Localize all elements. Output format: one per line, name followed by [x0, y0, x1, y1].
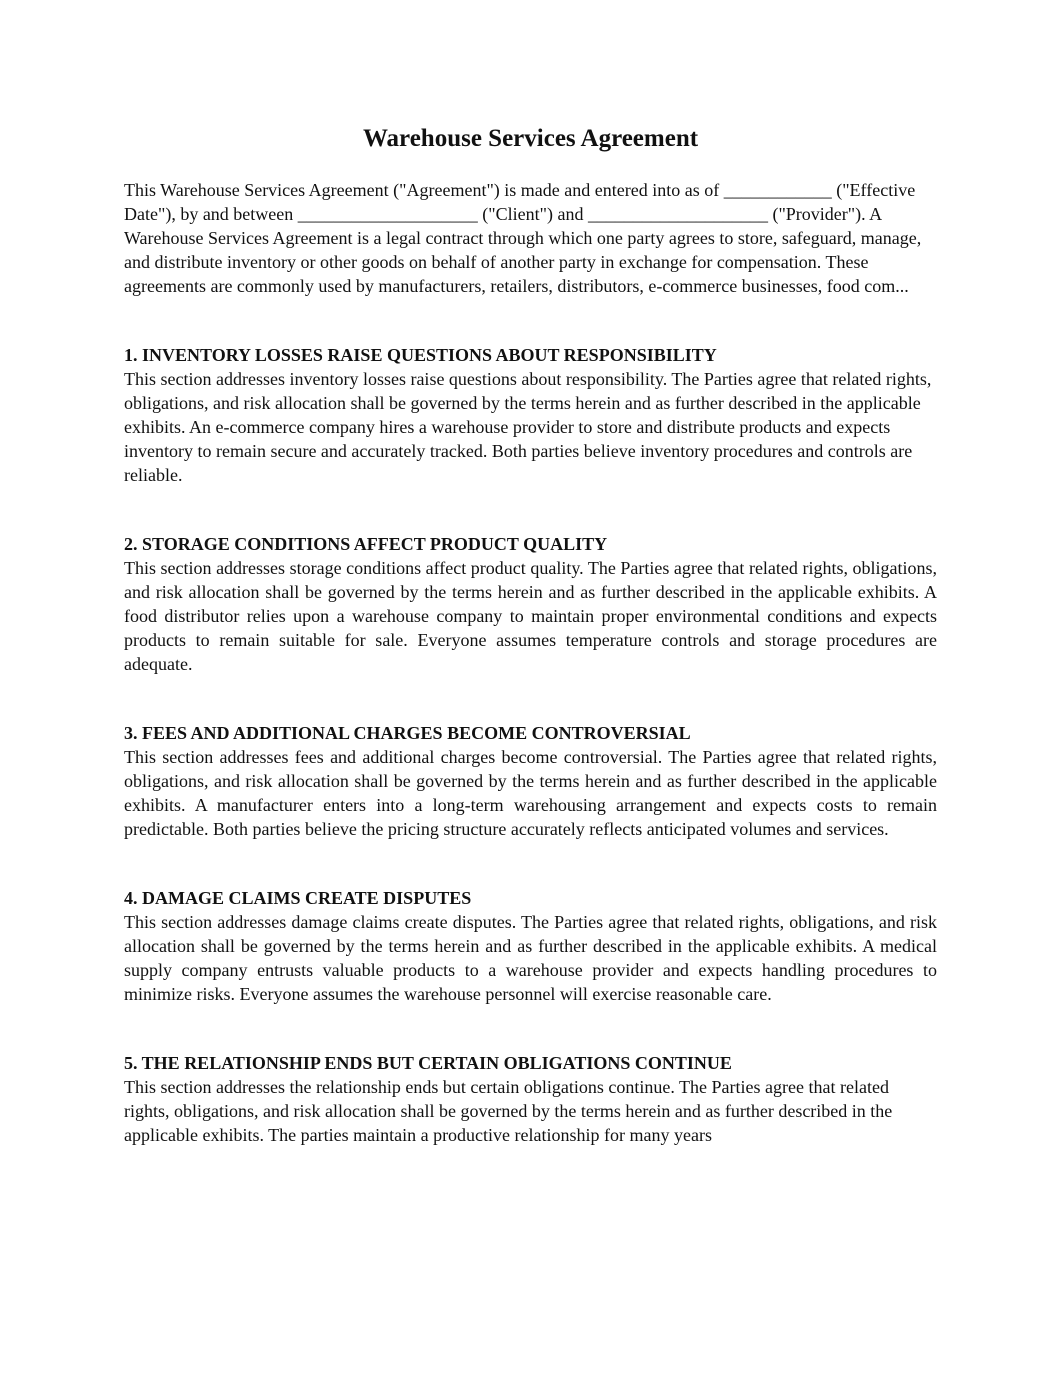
document-title: Warehouse Services Agreement	[362, 125, 699, 152]
section-2	[124, 532, 937, 676]
section-heading: 1. INVENTORY LOSSES RAISE QUESTIONS ABOUT RESPONSIBILITY	[124, 345, 717, 365]
section-body: This section addresses inventory losses raise questions about responsibility. The Parties agree that related rights, obligations, and risk allocation shall be governed by the terms herein and as further described in the applicable exhibits. An e-commerce company hires a warehouse provider to store and distribute products and expects inventory to remain secure and accurately tracked. Both parties believe inventory procedures and controls are reliable.	[124, 369, 932, 485]
section-1	[124, 343, 937, 487]
section-heading: 2. STORAGE CONDITIONS AFFECT PRODUCT QUALITY	[124, 534, 608, 554]
section-heading: 3. FEES AND ADDITIONAL CHARGES BECOME CONTROVERSIAL	[124, 723, 691, 743]
section-4	[124, 886, 937, 1006]
section-body: This section addresses damage claims create disputes. The Parties agree that related rights, obligations, and risk allocation shall be governed by the terms herein and as further described in the applicable exhibits. A medical supply company entrusts valuable products to a warehouse provider and expects handling procedures to minimize risks. Everyone assumes the warehouse personnel will exercise reasonable care.	[124, 912, 937, 1004]
section-body: This section addresses the relationship ends but certain obligations continue. The Parties agree that related rights, obligations, and risk allocation shall be governed by the terms herein and as further described in the applicable exhibits. The parties maintain a productive relationship for many years	[124, 1077, 893, 1145]
section-3	[124, 721, 937, 841]
section-5	[124, 1051, 937, 1147]
document-page	[124, 122, 937, 1147]
section-heading: 4. DAMAGE CLAIMS CREATE DISPUTES	[124, 888, 472, 908]
intro-paragraph: This Warehouse Services Agreement ("Agreement") is made and entered into as of ____________ ("Effective Date"), by and between ____________________ ("Client") and ____________________ ("Provider"). A Warehouse Services Agreement is a legal contract through which one party agrees to store, safeguard, manage, and distribute inventory or other goods on behalf of another party in exchange for compensation. These agreements are commonly used by manufacturers, retailers, distributors, e-commerce businesses, food com...	[124, 180, 922, 296]
section-body: This section addresses fees and additional charges become controversial. The Parties agree that related rights, obligations, and risk allocation shall be governed by the terms herein and as further described in the applicable exhibits. A manufacturer enters into a long-term warehousing arrangement and expects costs to remain predictable. Both parties believe the pricing structure accurately reflects anticipated volumes and services.	[124, 747, 937, 839]
section-body: This section addresses storage conditions affect product quality. The Parties agree that related rights, obligations, and risk allocation shall be governed by the terms herein and as further described in the applicable exhibits. A food distributor relies upon a warehouse company to maintain proper environmental conditions and expects products to remain suitable for sale. Everyone assumes temperature controls and storage procedures are adequate.	[124, 558, 937, 674]
section-heading: 5. THE RELATIONSHIP ENDS BUT CERTAIN OBLIGATIONS CONTINUE	[124, 1053, 732, 1073]
